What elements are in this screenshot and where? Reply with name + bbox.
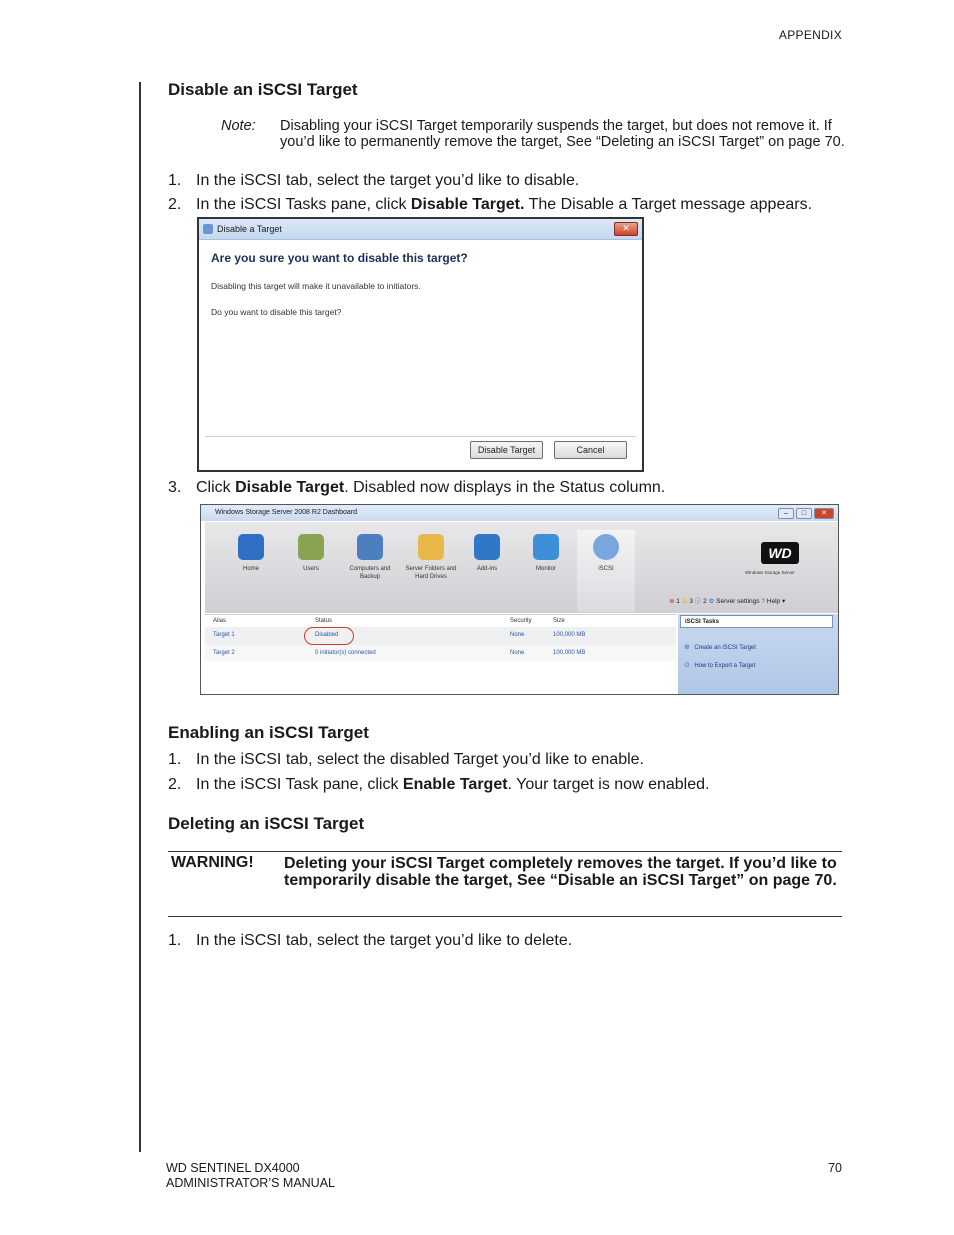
step-number: 1.: [168, 932, 182, 949]
dialog-app-icon: [203, 224, 213, 234]
nav-label: Add-ins: [476, 566, 498, 572]
computers-icon: [357, 534, 383, 560]
maximize-icon[interactable]: □: [796, 508, 812, 519]
step-text-bold: Disable Target.: [410, 196, 525, 213]
dialog-question: Are you sure you want to disable this target?: [211, 251, 468, 265]
section-title-enable: Enabling an iSCSI Target: [168, 723, 369, 742]
step-number: 3.: [168, 479, 182, 496]
server-settings-link[interactable]: Server settings: [716, 598, 760, 605]
chevron-down-icon[interactable]: ▾: [781, 598, 786, 605]
step-text-post: . Disabled now displays in the Status column.: [344, 479, 666, 496]
folder-icon: [418, 534, 444, 560]
nav-iscsi[interactable]: [577, 530, 635, 612]
warning-icon: ⚠: [681, 598, 688, 605]
step-text-post: The Disable a Target message appears.: [524, 196, 813, 213]
footer-manual-name: ADMINISTRATOR’S MANUAL: [166, 1176, 336, 1190]
task-link: How to Export a Target: [694, 663, 756, 669]
nav-home[interactable]: [229, 534, 273, 574]
column-security[interactable]: Security: [510, 618, 532, 624]
addins-icon: [474, 534, 500, 560]
minimize-icon[interactable]: –: [778, 508, 794, 519]
row-status: 0 initiator(s) connected: [315, 650, 376, 656]
targets-grid: [205, 614, 676, 695]
dialog-line-1: Disabling this target will make it unavailable to initiators.: [211, 281, 421, 291]
dashboard-titlebar: [201, 505, 838, 521]
iscsi-icon: [593, 534, 619, 560]
section-title-delete: Deleting an iSCSI Target: [168, 814, 365, 833]
critical-count[interactable]: 1: [676, 598, 680, 605]
nav-monitor[interactable]: [524, 534, 568, 574]
step-text-bold: Enable Target: [402, 776, 508, 793]
disable-step-1: [168, 171, 579, 191]
warning-bottom-rule: [168, 916, 842, 917]
delete-step-1: [168, 931, 572, 951]
row-status: Disabled: [315, 632, 339, 638]
footer-product: [166, 1161, 335, 1191]
nav-label: Home: [242, 566, 259, 572]
column-size[interactable]: Size: [553, 618, 565, 624]
nav-label: iSCSI: [598, 566, 614, 572]
users-icon: [298, 534, 324, 560]
task-link: Create an iSCSI Target: [694, 645, 756, 651]
enable-step-1: [168, 750, 644, 770]
footer-product-name: WD SENTINEL DX4000: [166, 1161, 300, 1175]
warning-text: Deleting your iSCSI Target completely removes the target. If you’d like to temporarily disable the target, See “Disable an iSCSI Target” on page 70.: [284, 855, 837, 889]
disable-step-3: [168, 478, 665, 498]
windows-logo: Windows Storage Server: [745, 570, 795, 575]
task-export[interactable]: [684, 654, 755, 672]
add-icon: ⊕: [684, 644, 690, 651]
table-row[interactable]: [205, 645, 676, 661]
step-number: 1.: [168, 751, 182, 768]
nav-label: Users: [303, 566, 319, 572]
nav-users[interactable]: [289, 534, 333, 574]
disable-step-2: [168, 195, 812, 215]
note-label: Note:: [221, 118, 256, 134]
row-security: None: [510, 650, 525, 656]
row-security: None: [510, 632, 525, 638]
dialog-separator: [205, 436, 636, 437]
step-number: 1.: [168, 172, 182, 189]
row-size: 100,000 MB: [553, 650, 586, 656]
warning-top-rule: [168, 851, 842, 852]
gear-icon: ⚙: [708, 598, 715, 605]
home-icon: [238, 534, 264, 560]
tasks-title: iSCSI Tasks: [680, 615, 833, 628]
disable-target-button[interactable]: Disable Target: [470, 441, 543, 459]
margin-rule: [139, 82, 141, 1152]
cancel-button[interactable]: Cancel: [554, 441, 627, 459]
nav-server-folders[interactable]: [403, 534, 459, 581]
info-icon: ⓘ: [694, 598, 702, 605]
warning-count[interactable]: 3: [689, 598, 693, 605]
close-icon[interactable]: ✕: [614, 222, 638, 236]
monitor-icon: [533, 534, 559, 560]
critical-icon: ⊗: [669, 598, 675, 605]
step-text-pre: In the iSCSI Tasks pane, click: [196, 196, 411, 213]
help-icon: ?: [761, 598, 765, 605]
disable-target-dialog: [197, 217, 644, 472]
row-alias: Target 1: [213, 632, 235, 638]
warning-label: WARNING!: [171, 854, 254, 871]
row-size: 100,000 MB: [553, 632, 586, 638]
help-link[interactable]: Help: [766, 598, 781, 605]
nav-addins[interactable]: [465, 534, 509, 574]
dashboard-screenshot: [200, 504, 839, 695]
step-text-bold: Disable Target: [235, 479, 345, 496]
wd-logo: WD: [761, 542, 799, 564]
nav-computers[interactable]: [347, 534, 393, 581]
column-alias[interactable]: Alias: [213, 618, 227, 624]
page-number: 70: [828, 1161, 842, 1175]
step-text-pre: In the iSCSI Task pane, click: [196, 776, 403, 793]
close-icon[interactable]: ✕: [814, 508, 834, 519]
step-text: In the iSCSI tab, select the target you’d like to disable.: [196, 172, 580, 189]
iscsi-tasks-pane: [678, 614, 839, 695]
highlight-circle: [304, 627, 354, 645]
dialog-title: Disable a Target: [217, 224, 282, 234]
table-row[interactable]: [205, 627, 676, 645]
help-icon: ⊙: [684, 662, 690, 669]
step-number: 2.: [168, 776, 182, 793]
step-text: In the iSCSI tab, select the disabled Target you’d like to enable.: [196, 751, 644, 768]
note-text: Disabling your iSCSI Target temporarily suspends the target, but does not remove it. If you’d like to permanently remove the target, See “Deleting an iSCSI Target” on page 70.: [280, 118, 845, 150]
row-alias: Target 2: [213, 650, 235, 656]
nav-label: Monitor: [535, 566, 556, 572]
status-bar: [669, 596, 785, 605]
nav-label: Server Folders and Hard Drives: [405, 566, 457, 580]
running-header: APPENDIX: [778, 28, 842, 42]
dialog-line-2: Do you want to disable this target?: [211, 307, 342, 317]
enable-step-2: [168, 775, 709, 795]
info-count[interactable]: 2: [703, 598, 707, 605]
nav-label: Computers and Backup: [349, 566, 391, 580]
task-create[interactable]: [684, 636, 756, 654]
dialog-titlebar: [199, 219, 642, 240]
section-title-disable: Disable an iSCSI Target: [168, 80, 358, 99]
step-text-pre: Click: [196, 479, 236, 496]
dashboard-title: Windows Storage Server 2008 R2 Dashboard: [215, 509, 358, 516]
step-number: 2.: [168, 196, 182, 213]
step-text-post: . Your target is now enabled.: [507, 776, 710, 793]
column-status[interactable]: Status: [315, 618, 333, 624]
step-text: In the iSCSI tab, select the target you’d like to delete.: [196, 932, 573, 949]
